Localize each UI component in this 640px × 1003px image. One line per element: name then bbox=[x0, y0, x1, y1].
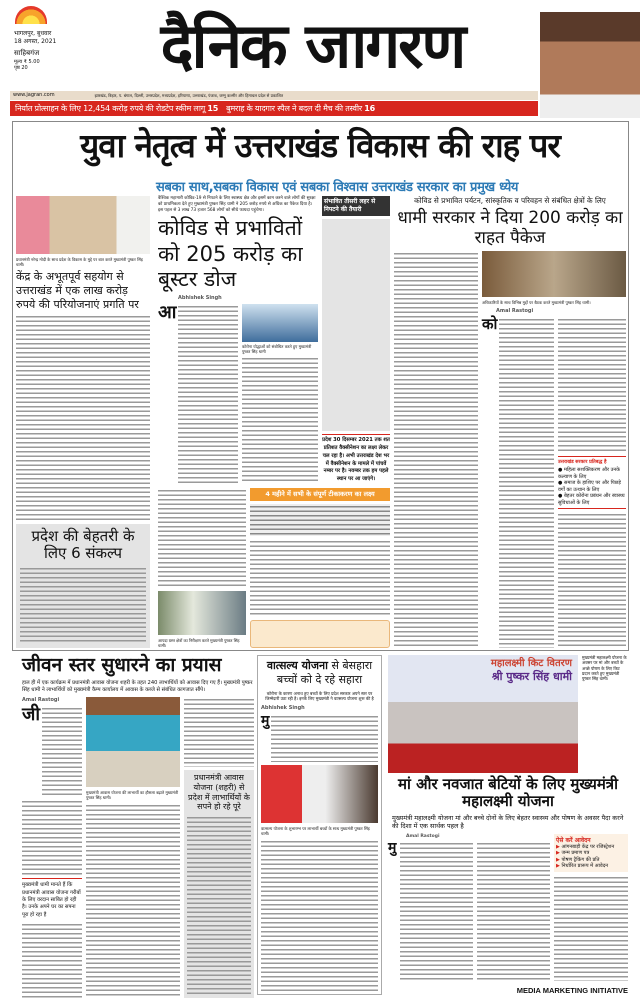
mahalaxmi-body bbox=[400, 841, 473, 981]
housing-body bbox=[184, 697, 254, 767]
byline: Amal Rastogi bbox=[406, 833, 440, 839]
media-marketing-footer: MEDIA MARKETING INITIATIVE bbox=[516, 986, 628, 995]
apply-title: ऐसे करें आवेदन bbox=[556, 836, 591, 844]
vatsalya-children-photo bbox=[261, 765, 378, 823]
ticker-bar bbox=[10, 101, 538, 116]
pm-meeting-photo bbox=[16, 196, 150, 254]
third-wave-body bbox=[322, 219, 390, 431]
corona-warriors-photo bbox=[242, 304, 318, 342]
pmay-list bbox=[187, 815, 251, 995]
right-body bbox=[558, 317, 626, 453]
price: मूल्य ₹ 5.00 bbox=[14, 58, 40, 65]
pullquote: प्रदेश 30 दिसम्बर 2021 तक शत प्रतिशत वैक्सीनेशन का लक्ष्य लेकर चल रहा है। अभी उत्तराखंड देश भर में वैक्सीनेशन के मामले में पांचवें नम्बर पर है। नवम्बर तक हम पहले स्थान पर आ जाएंगे। bbox=[322, 434, 390, 484]
apply-item: ▶ निर्धारित प्रारूप में आवेदन bbox=[556, 863, 609, 870]
vatsalya-intro: कोरोना के कारण अनाथ हुए बच्चों के लिए प्रदेश सरकार अपने स्तर पर जिम्मेदारी उठा रही है। इनके लिए मुख्यमंत्री ने वात्सल्य योजना शुरू की है bbox=[265, 690, 374, 702]
vatsalya-body bbox=[261, 839, 378, 991]
main-subhead: सबका साथ,सबका विकास एवं सबका विश्वास उत्तराखंड सरकार का प्रमुख ध्येय bbox=[156, 180, 519, 195]
center-body bbox=[178, 304, 238, 484]
pmay-box-title: प्रधानमंत्री आवास योजना (शहरी) से प्रदेश में लाभार्थियों के सपने हो रहे पूरे bbox=[188, 773, 250, 812]
byline: Abhishek Singh bbox=[178, 294, 222, 301]
dropcap: मु bbox=[388, 839, 397, 856]
beneficiary-hug-photo bbox=[86, 697, 180, 787]
apply-item: ▶ जन्म प्रमाण पत्र bbox=[556, 850, 590, 857]
editions-line: झारखंड, बिहार, प. बंगाल, दिल्ली, उत्तरप्रदेश, मध्यप्रदेश, हरियाणा, उत्तराखंड, पंजाब, जम्मू कश्मीर और हिमाचल प्रदेश से प्रकाशित bbox=[94, 93, 284, 98]
mahalaxmi-photo bbox=[388, 655, 578, 773]
main-headline: युवा नेतृत्व में उत्तराखंड विकास की राह पर bbox=[80, 126, 560, 165]
housing-body bbox=[86, 803, 180, 998]
right-body bbox=[499, 317, 554, 648]
dropcap: को bbox=[482, 315, 498, 334]
housing-body bbox=[42, 706, 82, 796]
website-link[interactable]: www.jagran.com bbox=[13, 92, 55, 98]
vatsalya-headline: वात्सल्य योजना से बेसहारा बच्चों को दे रहे सहारा bbox=[266, 659, 373, 687]
officials-meeting-photo bbox=[482, 251, 626, 297]
city-day: भागलपुर, बुधवार bbox=[14, 30, 52, 37]
housing-headline: जीवन स्तर सुधारने का प्रयास bbox=[22, 654, 222, 676]
commitment-title: उत्तराखंड सरकार प्रतिबद्ध है bbox=[558, 460, 607, 466]
vaccination-banner: 4 महीने में सभी के संपूर्ण टीकाकरण का लक्ष्य bbox=[250, 488, 390, 501]
dropcap: आ bbox=[158, 301, 177, 323]
housing-quote: मुख्यमंत्री धामी मानते हैं कि प्रधानमंत्री आवास योजना गरीबों के लिए वरदान साबित हो रही है। उनके अपने घर का सपना पूरा हो रहा है bbox=[22, 878, 82, 918]
banner-body bbox=[250, 504, 390, 536]
right-headline: धामी सरकार ने दिया 200 करोड़ का राहत पैकेज bbox=[397, 208, 623, 248]
third-wave-title: संभावित तीसरी लहर से निपटने की तैयारी bbox=[322, 196, 390, 216]
left-body bbox=[16, 314, 150, 521]
pmay-box bbox=[184, 770, 254, 998]
photo-caption: अधिकारियों के साथ विभिन्न मुद्दों पर बैठक करते मुख्यमंत्री पुष्कर सिंह धामी। bbox=[482, 300, 591, 306]
commitment-item: ● महिला सशक्तिकरण और उनके कल्याण के लिए bbox=[558, 467, 620, 480]
sankalp-title: प्रदेश की बेहतरी के लिए 6 संकल्प bbox=[31, 527, 135, 563]
cricketer-photo bbox=[540, 0, 640, 118]
photo-caption: कोरोना योद्धाओं को संबोधित करते हुए मुख्यमंत्री पुष्कर सिंह धामी bbox=[242, 343, 312, 354]
disaster-inspection-photo bbox=[158, 591, 246, 635]
commitment-item: ● समाज के हाशिए पर और पिछड़े वर्गों का उत्थान के लिए bbox=[558, 480, 621, 493]
right-kicker: कोविड से प्रभावित पर्यटन, सांस्कृतिक व परिवहन से संबंधित क्षेत्रों के लिए bbox=[414, 196, 606, 205]
mahalaxmi-subhead: मुख्यमंत्री महालक्ष्मी योजना मां और बच्चे दोनों के लिए बेहतर स्वास्थ्य और पोषण के अवसर पैदा करने की दिशा में एक सार्थक पहल है bbox=[392, 813, 624, 831]
dropcap: मु bbox=[261, 712, 270, 729]
commitment-box bbox=[558, 456, 626, 509]
housing-intro: हाल ही में एक कार्यक्रम में प्रधानमंत्री आवास योजना शहरी के तहत 240 लाभार्थियों को आवास दिए गए हैं। मुख्यमंत्री पुष्कर सिंह धामी ने लाभार्थियों को मुख्यमंत्री कैम्प कार्यालय में आवास के कब्जे से संबंधित कागजात सौंपे। bbox=[22, 679, 253, 694]
right-body bbox=[394, 251, 478, 648]
byline: Amal Rastogi bbox=[496, 308, 534, 315]
ticker-item[interactable]: बुमराह के यादगार स्पैल ने बदल दी मैच की तस्वीर 16 bbox=[226, 104, 375, 113]
left-headline: केंद्र के अभूतपूर्व सहयोग से उत्तराखंड में एक लाख करोड़ रुपये की परियोजनाएं प्रगति पर bbox=[16, 270, 139, 311]
commitment-item: ● बेहतर कोरोना प्रबंधन और स्वास्थ्य सुविधाओं के लिए bbox=[558, 493, 625, 506]
housing-body bbox=[22, 922, 82, 998]
photo-caption: प्रधानमंत्री नरेन्द्र मोदी के साथ प्रदेश के विकास के मुद्दे पर बात करते मुख्यमंत्री पुष्कर सिंह धामी। bbox=[16, 257, 143, 267]
sankalp-box bbox=[16, 524, 150, 648]
photo-name: श्री पुष्कर सिंह धामी bbox=[491, 670, 572, 683]
center-body bbox=[242, 356, 318, 484]
photo-caption: मुख्यमंत्री आवास योजना की लाभार्थी का हौसला बढ़ाते मुख्यमंत्री पुष्कर सिंह धामी। bbox=[86, 790, 179, 801]
ticker-item[interactable]: निर्यात प्रोत्साहन के लिए 12,454 करोड़ रुपये की रोडटेप स्कीम लागू 15 bbox=[15, 104, 219, 113]
apply-item: ▶ पोषण ट्रैकिंग की प्रति bbox=[556, 856, 600, 863]
vatsalya-box bbox=[257, 655, 382, 995]
apply-box bbox=[554, 834, 628, 872]
dropcap: जी bbox=[22, 704, 41, 726]
edition: साहिबगंज bbox=[14, 49, 40, 58]
sankalp-body bbox=[20, 566, 146, 645]
photo-banner: महालक्ष्मी किट वितरण bbox=[490, 658, 572, 669]
mahalaxmi-body bbox=[554, 875, 628, 981]
byline: Amal Rastogi bbox=[22, 697, 60, 704]
mahalaxmi-headline: मां और नवजात बेटियों के लिए मुख्यमंत्री महालक्ष्मी योजना bbox=[398, 775, 618, 811]
right-body bbox=[558, 512, 626, 648]
photo-caption: आपदा ग्रस्त क्षेत्रों का निरीक्षण करते मुख्यमंत्री पुष्कर सिंह धामी। bbox=[158, 638, 240, 648]
housing-body bbox=[22, 799, 82, 875]
photo-caption: वात्सल्य योजना के शुभारम्भ पर लाभार्थी बच्चों के साथ मुख्यमंत्री पुष्कर सिंह धामी। bbox=[261, 825, 370, 836]
mahalaxmi-body bbox=[477, 841, 550, 981]
logo-sun-icon bbox=[15, 6, 47, 24]
center-headline: कोविड से प्रभावितों को 205 करोड़ का बूस्टर डोज bbox=[158, 216, 303, 291]
pages: पृष्ठ 20 bbox=[14, 65, 28, 72]
center-intro: वैश्विक महामारी कोविड-19 से निपटने के लिए स्वास्थ्य क्षेत्र और इसमें काम करने वाले लोगों की सुरक्षा को प्राथमिकता देते हुए मुख्यमंत्री पुष्कर सिंह धामी ने 205 करोड़ रुपये से अधिक का पैकेज दिया है। इस पहल से 3 लाख 73 हजार 568 लोगों को सीधे फायदा पहुंचेगा। bbox=[158, 196, 316, 213]
side-caption: मुख्यमंत्री महालक्ष्मी योजना के अवसर पर मां और बच्चों के अच्छे पोषण के लिए किट प्रदान करते हुए मुख्यमंत्री पुष्कर सिंह धामी। bbox=[582, 655, 627, 681]
byline: Abhishek Singh bbox=[261, 704, 305, 711]
center-body bbox=[250, 539, 390, 617]
masthead-title: दैनिक जागरण bbox=[160, 9, 465, 82]
date: 18 अगस्त, 2021 bbox=[14, 38, 57, 46]
vatsalya-body bbox=[271, 714, 378, 762]
center-body bbox=[158, 488, 246, 588]
apply-item: ▶ आंगनबाड़ी केंद्र पर रजिस्ट्रेशन bbox=[556, 843, 615, 850]
notes-box bbox=[250, 620, 390, 648]
